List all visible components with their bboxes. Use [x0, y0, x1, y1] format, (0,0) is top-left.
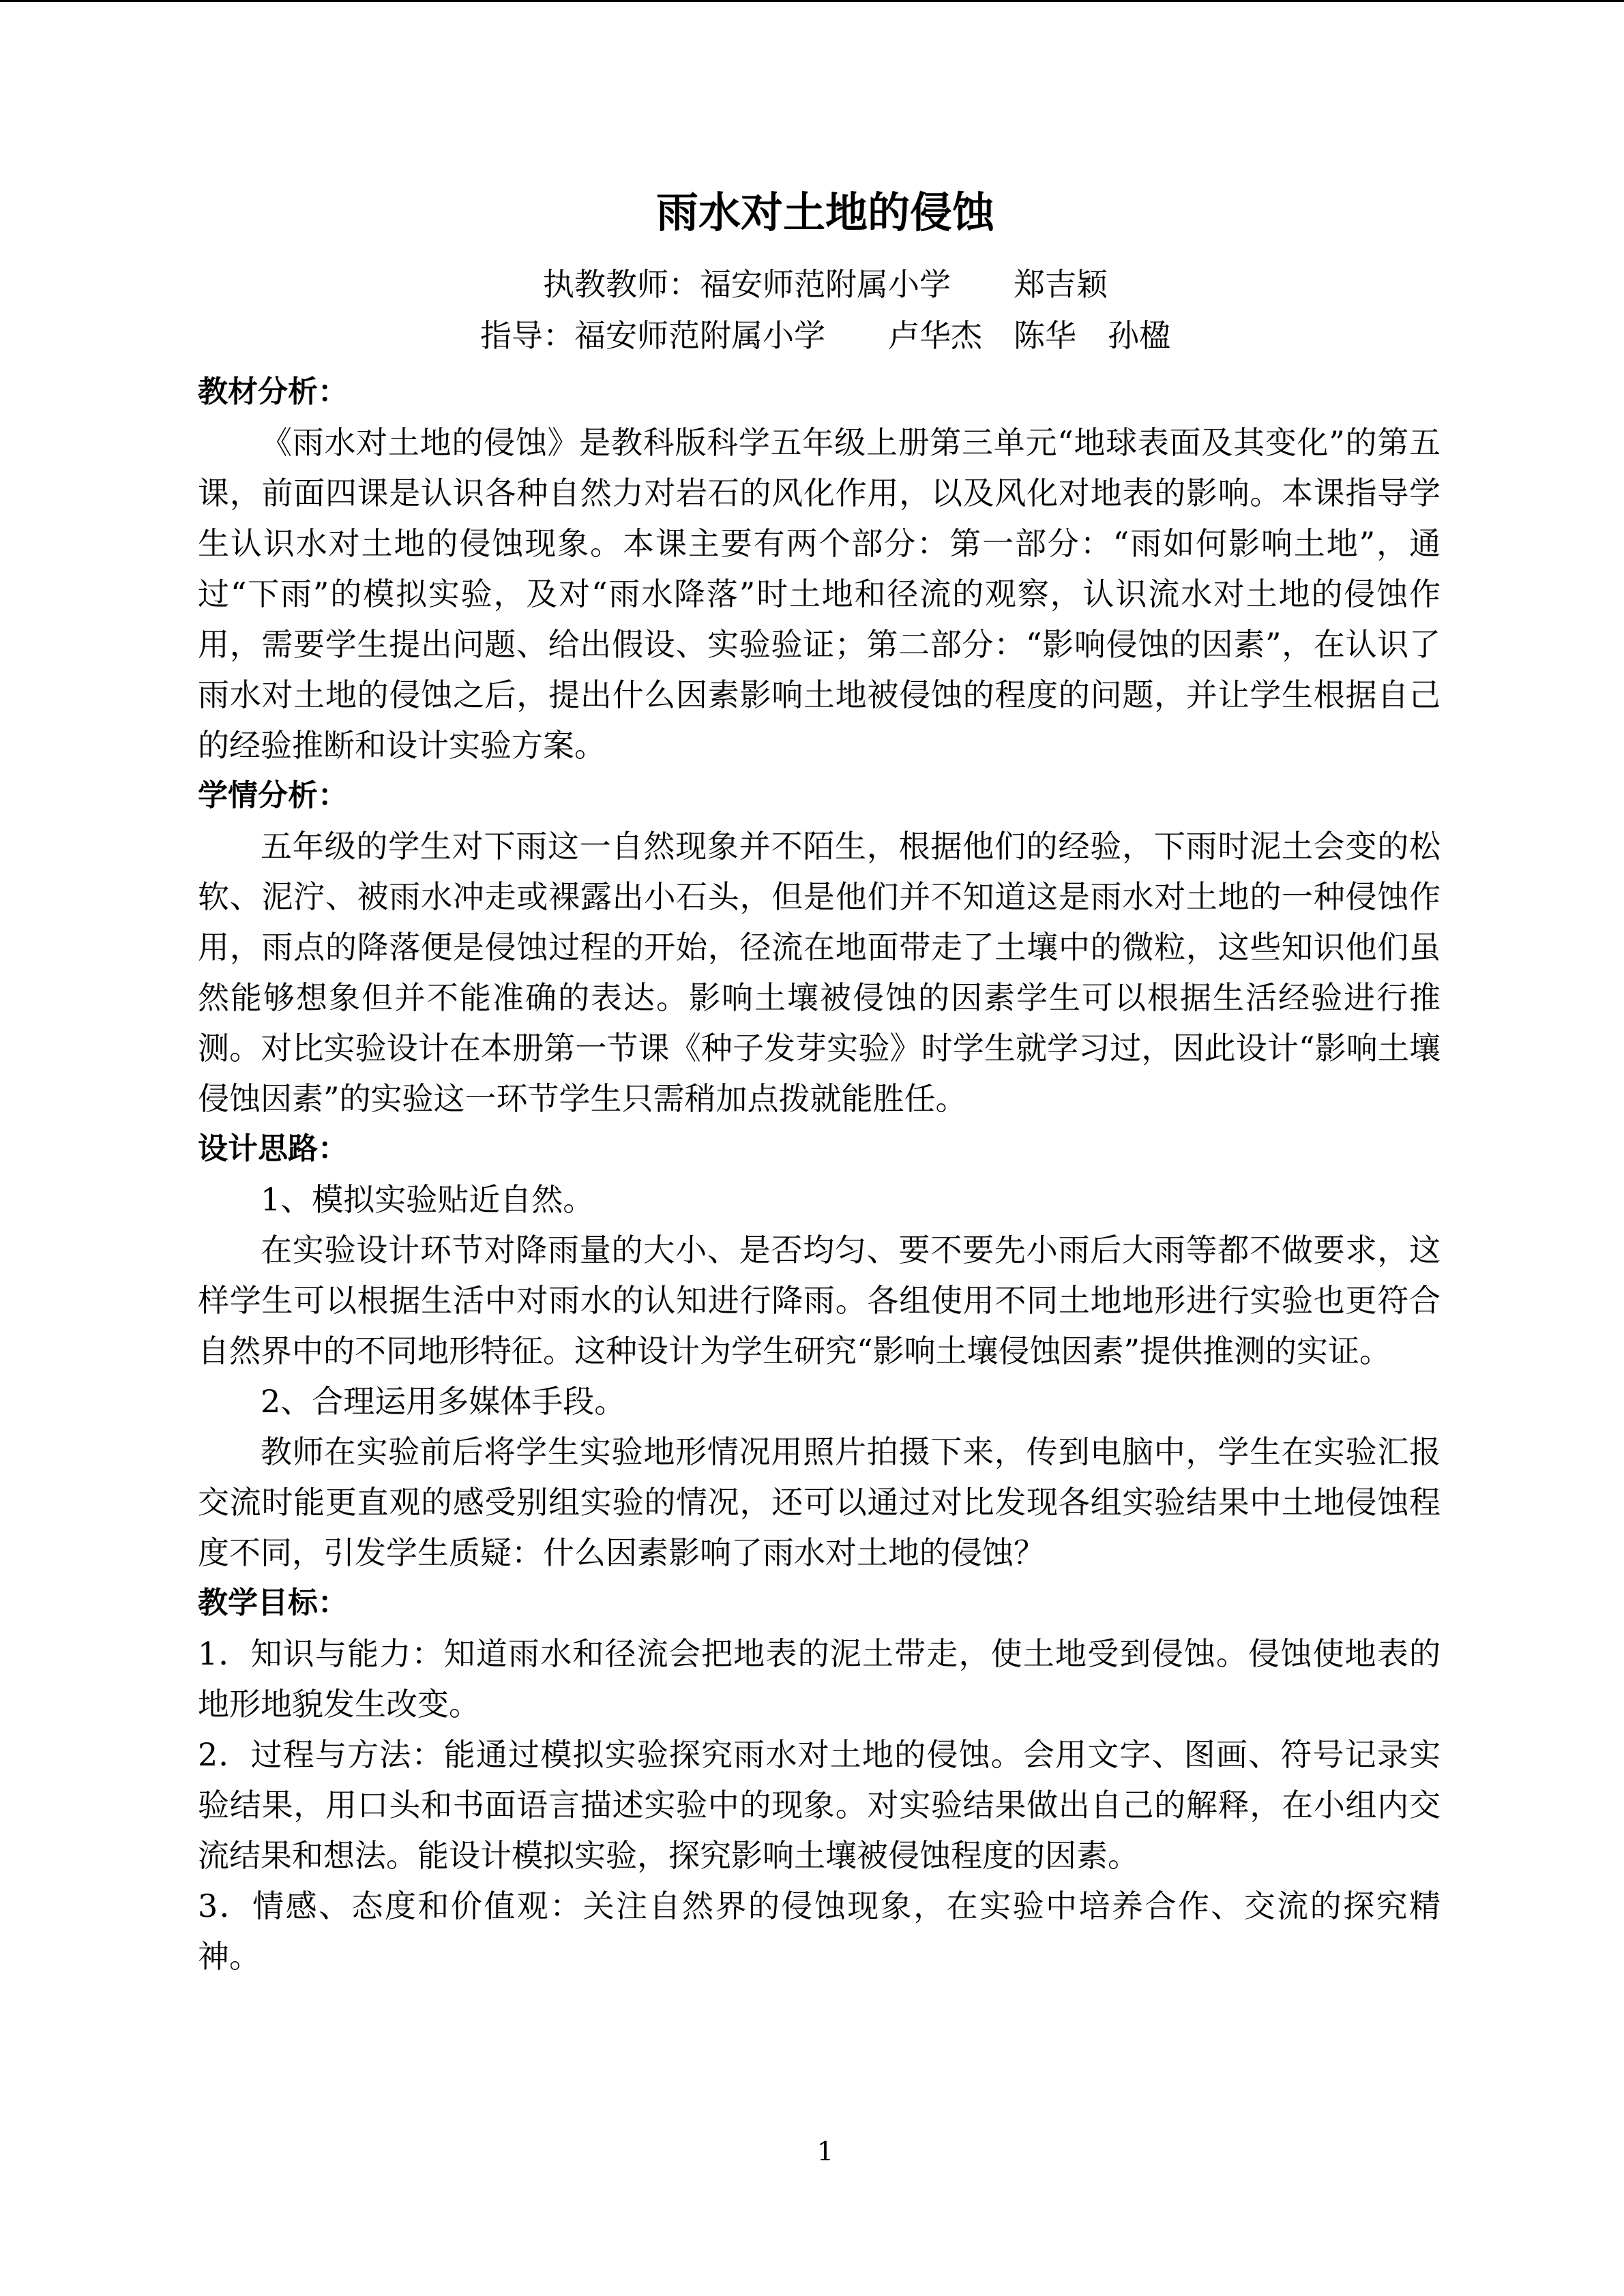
- heading-design-ideas: 设计思路：: [198, 1131, 348, 1166]
- material-analysis-paragraph: 《雨水对土地的侵蚀》是教科版科学五年级上册第三单元“地球表面及其变化”的第五课，前面四课是认识各种自然力对岩石的风化作用，以及风化对地表的影响。本课指导学生认识水对土地的侵蚀现象。本课主要有两个部分：第一部分：“雨如何影响土地”，通过“下雨”的模拟实验，及对“雨水降落”时土地和径流的观察，认识流水对土地的侵蚀作用，需要学生提出问题、给出假设、实验验证；第二部分：“影响侵蚀的因素”，在认识了雨水对土地的侵蚀之后，提出什么因素影响土地被侵蚀的程度的问题，并让学生根据自己的经验推断和设计实验方案。: [198, 424, 1441, 764]
- page-number: 1: [816, 2136, 834, 2166]
- heading-teaching-goals: 教学目标：: [198, 1585, 348, 1620]
- teacher-line: 执教教师：福安师范附属小学 郑吉颖: [543, 266, 1108, 303]
- heading-material-analysis: 教材分析：: [198, 374, 348, 409]
- heading-student-analysis: 学情分析：: [198, 778, 348, 813]
- document-title: 雨水对土地的侵蚀: [655, 188, 994, 237]
- goal-process: 2．过程与方法：能通过模拟实验探究雨水对土地的侵蚀。会用文字、图画、符号记录实验结果，用口头和书面语言描述实验中的现象。对实验结果做出自己的解释，在小组内交流结果和想法。能设计模拟实验，探究影响土壤被侵蚀程度的因素。: [198, 1736, 1441, 1874]
- student-analysis-paragraph: 五年级的学生对下雨这一自然现象并不陌生，根据他们的经验，下雨时泥土会变的松软、泥泞、被雨水冲走或裸露出小石头，但是他们并不知道这是雨水对土地的一种侵蚀作用，雨点的降落便是侵蚀过程的开始，径流在地面带走了土壤中的微粒，这些知识他们虽然能够想象但并不能准确的表达。影响土壤被侵蚀的因素学生可以根据生活经验进行推测。对比实验设计在本册第一节课《种子发芽实验》时学生就学习过，因此设计“影响土壤侵蚀因素”的实验这一环节学生只需稍加点拨就能胜任。: [198, 828, 1441, 1117]
- design-point2-text: 教师在实验前后将学生实验地形情况用照片拍摄下来，传到电脑中，学生在实验汇报交流时能更直观的感受别组实验的情况，还可以通过对比发现各组实验结果中土地侵蚀程度不同，引发学生质疑：什么因素影响了雨水对土地的侵蚀？: [198, 1433, 1441, 1571]
- design-point1-title: 1、模拟实验贴近自然。: [261, 1181, 595, 1218]
- goal-attitude: 3．情感、态度和价值观：关注自然界的侵蚀现象，在实验中培养合作、交流的探究精神。: [198, 1888, 1441, 1975]
- design-point2-title: 2、合理运用多媒体手段。: [261, 1383, 626, 1420]
- goal-knowledge: 1．知识与能力：知道雨水和径流会把地表的泥土带走，使土地受到侵蚀。侵蚀使地表的地形地貌发生改变。: [198, 1635, 1441, 1723]
- design-point1-text: 在实验设计环节对降雨量的大小、是否均匀、要不要先小雨后大雨等都不做要求，这样学生可以根据生活中对雨水的认知进行降雨。各组使用不同土地地形进行实验也更符合自然界中的不同地形特征。这种设计为学生研究“影响土壤侵蚀因素”提供推测的实证。: [198, 1232, 1441, 1369]
- top-border-line: [0, 0, 1624, 2]
- document-body: [198, 367, 1441, 1982]
- guide-line: 指导：福安师范附属小学 卢华杰 陈华 孙楹: [480, 317, 1170, 354]
